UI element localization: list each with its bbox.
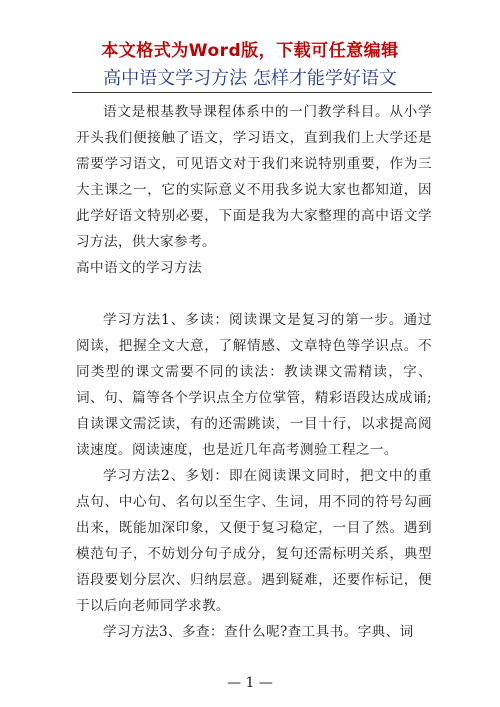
method-1-paragraph: 学习方法1、多读：阅读课文是复习的第一步。通过阅读，把握全文大意，了解情感、文章特色等学识点。不同类型的课文需要不同的读法：教读课文需精读，字、词、句、篇等各个学识点全方位掌管，精彩语段达成成诵;自读课文需泛读，有的还需跳读，一目十行，以求提高阅读速度。阅读速度，也是近几年高考测验工程之一。 bbox=[76, 312, 432, 458]
page-number: — 1 — bbox=[227, 675, 273, 691]
intro-paragraph: 语文是根基教导课程体系中的一门教学科目。从小学开头我们便接触了语文，学习语文，直到我们上大学还是需要学习语文，可见语文对于我们来说特别重要，作为三大主课之一，它的实际意义不用我多说大家也都知道，因此学好语文特别必要，下面是我为大家整理的高中语文学习方法，供大家参考。 bbox=[76, 104, 432, 250]
blank-line bbox=[76, 281, 432, 307]
method-2-paragraph: 学习方法2、多划：即在阅读课文同时，把文中的重点句、中心句、名句以至生字、生词，用不同的符号勾画出来，既能加深印象，又便于复习稳定，一目了然。遇到模范句子，不妨划分句子成分，复句还需标明关系，典型语段要划分层次、归纳层意。遇到疑难，还要作标记，便于以后向老师同学求教。 bbox=[76, 468, 432, 614]
download-banner: 本文格式为Word版，下载可任意编辑 bbox=[101, 41, 399, 61]
document-body bbox=[76, 99, 432, 645]
document-title: 高中语文学习方法 怎样才能学好语文 bbox=[103, 68, 397, 89]
title-divider bbox=[72, 92, 432, 93]
section-heading: 高中语文的学习方法 bbox=[76, 260, 202, 276]
method-3-paragraph: 学习方法3、多查：查什么呢?查工具书。字典、词 bbox=[103, 624, 414, 640]
